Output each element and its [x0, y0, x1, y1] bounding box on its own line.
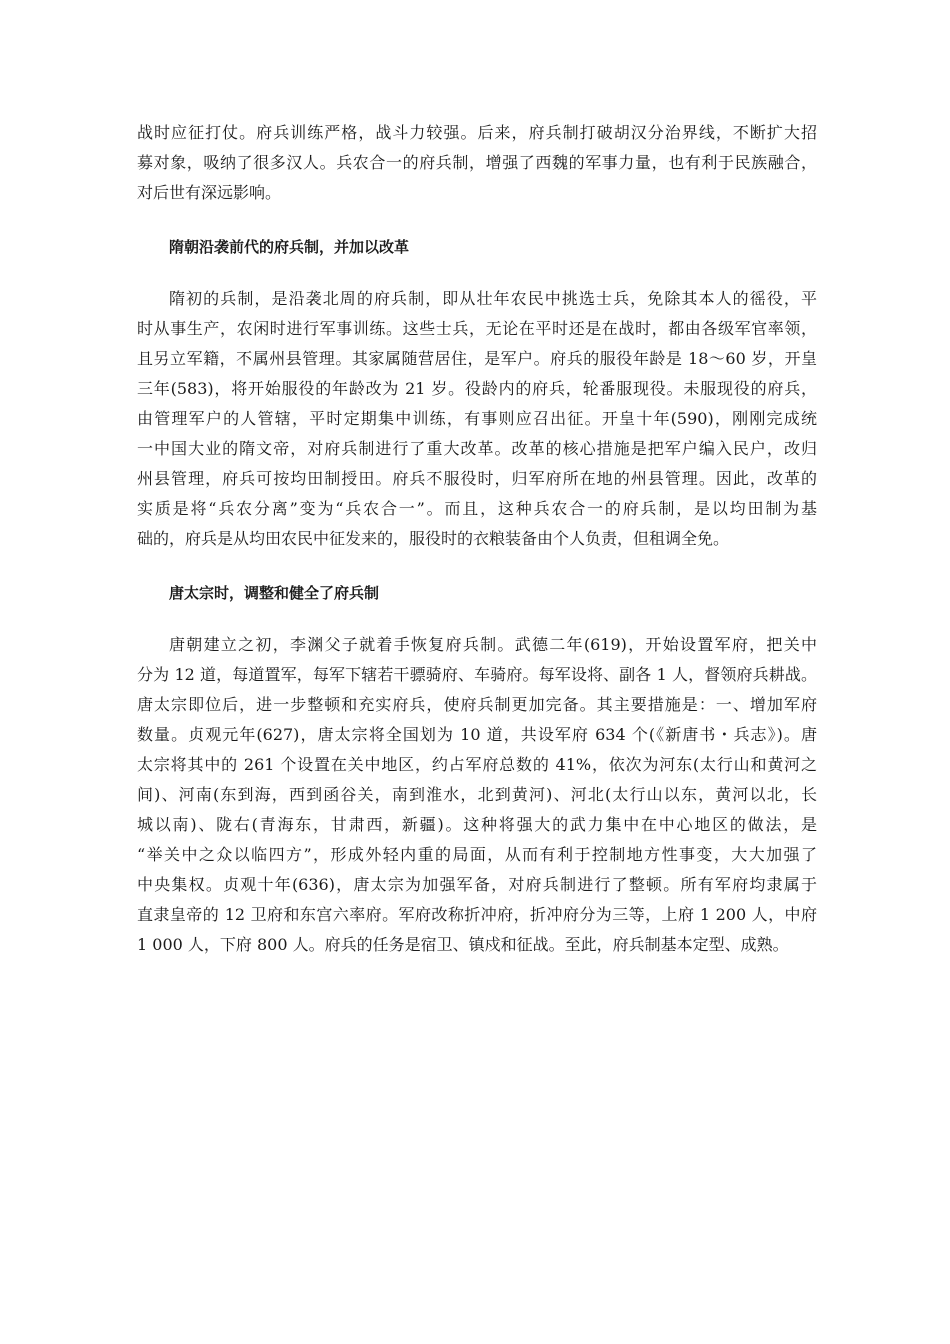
tang-paragraph [137, 630, 817, 960]
text-line: “举关中之众以临四方”，形成外轻内重的局面，从而有利于控制地方性事变，大大加强了 [137, 845, 817, 864]
text-line: 数量。贞观元年(627)，唐太宗将全国划为 10 道，共设军府 634 个(《新唐书・兵志》)。唐 [137, 725, 817, 744]
text-line: 一中国大业的隋文帝，对府兵制进行了重大改革。改革的核心措施是把军户编入民户，改归 [137, 439, 817, 458]
section-heading-tang: 唐太宗时，调整和健全了府兵制 [169, 584, 380, 602]
text-line: 募对象，吸纳了很多汉人。兵农合一的府兵制，增强了西魏的军事力量，也有利于民族融合， [137, 153, 817, 172]
text-line: 城以南)、陇右(青海东，甘肃西，新疆)。这种将强大的武力集中在中心地区的做法，是 [137, 815, 817, 834]
text-line: 直隶皇帝的 12 卫府和东宫六率府。军府改称折冲府，折冲府分为三等，上府 1 200 人，中府 [137, 905, 817, 924]
text-line: 三年(583)，将开始服役的年龄改为 21 岁。役龄内的府兵，轮番服现役。未服现役的府兵， [137, 379, 817, 398]
text-line: 由管理军户的人管辖，平时定期集中训练，有事则应召出征。开皇十年(590)，刚刚完成统 [137, 409, 817, 428]
text-line: 州县管理，府兵可按均田制授田。府兵不服役时，归军府所在地的州县管理。因此，改革的 [137, 469, 817, 488]
text-line: 唐朝建立之初，李渊父子就着手恢复府兵制。武德二年(619)，开始设置军府，把关中 [169, 635, 817, 654]
text-line: 1 000 人，下府 800 人。府兵的任务是宿卫、镇戍和征战。至此，府兵制基本定型、成熟。 [137, 935, 789, 954]
section-heading-sui: 隋朝沿袭前代的府兵制，并加以改革 [169, 238, 410, 256]
document-page [137, 118, 817, 960]
text-line: 时从事生产，农闲时进行军事训练。这些士兵，无论在平时还是在战时，都由各级军官率领， [137, 319, 817, 338]
sui-paragraph [137, 284, 817, 554]
text-line: 实质是将“兵农分离”变为“兵农合一”。而且，这种兵农合一的府兵制，是以均田制为基 [137, 499, 817, 518]
text-line: 唐太宗即位后，进一步整顿和充实府兵，使府兵制更加完备。其主要措施是：一、增加军府 [137, 695, 817, 714]
text-line: 且另立军籍，不属州县管理。其家属随营居住，是军户。府兵的服役年龄是 18～60 岁，开皇 [137, 349, 817, 368]
text-line: 对后世有深远影响。 [137, 183, 282, 202]
intro-paragraph [137, 118, 817, 208]
text-line: 分为 12 道，每道置军，每军下辖若干骠骑府、车骑府。每军设将、副各 1 人，督领府兵耕战。 [137, 665, 817, 684]
text-line: 中央集权。贞观十年(636)，唐太宗为加强军备，对府兵制进行了整顿。所有军府均隶属于 [137, 875, 817, 894]
text-line: 战时应征打仗。府兵训练严格，战斗力较强。后来，府兵制打破胡汉分治界线，不断扩大招 [137, 123, 817, 142]
text-line: 间)、河南(东到海，西到函谷关，南到淮水，北到黄河)、河北(太行山以东，黄河以北，长 [137, 785, 817, 804]
text-line: 隋初的兵制，是沿袭北周的府兵制，即从壮年农民中挑选士兵，免除其本人的徭役，平 [169, 289, 817, 308]
text-line: 太宗将其中的 261 个设置在关中地区，约占军府总数的 41%，依次为河东(太行山和黄河之 [137, 755, 817, 774]
text-line: 础的，府兵是从均田农民中征发来的，服役时的衣粮装备由个人负责，但租调全免。 [137, 529, 730, 548]
